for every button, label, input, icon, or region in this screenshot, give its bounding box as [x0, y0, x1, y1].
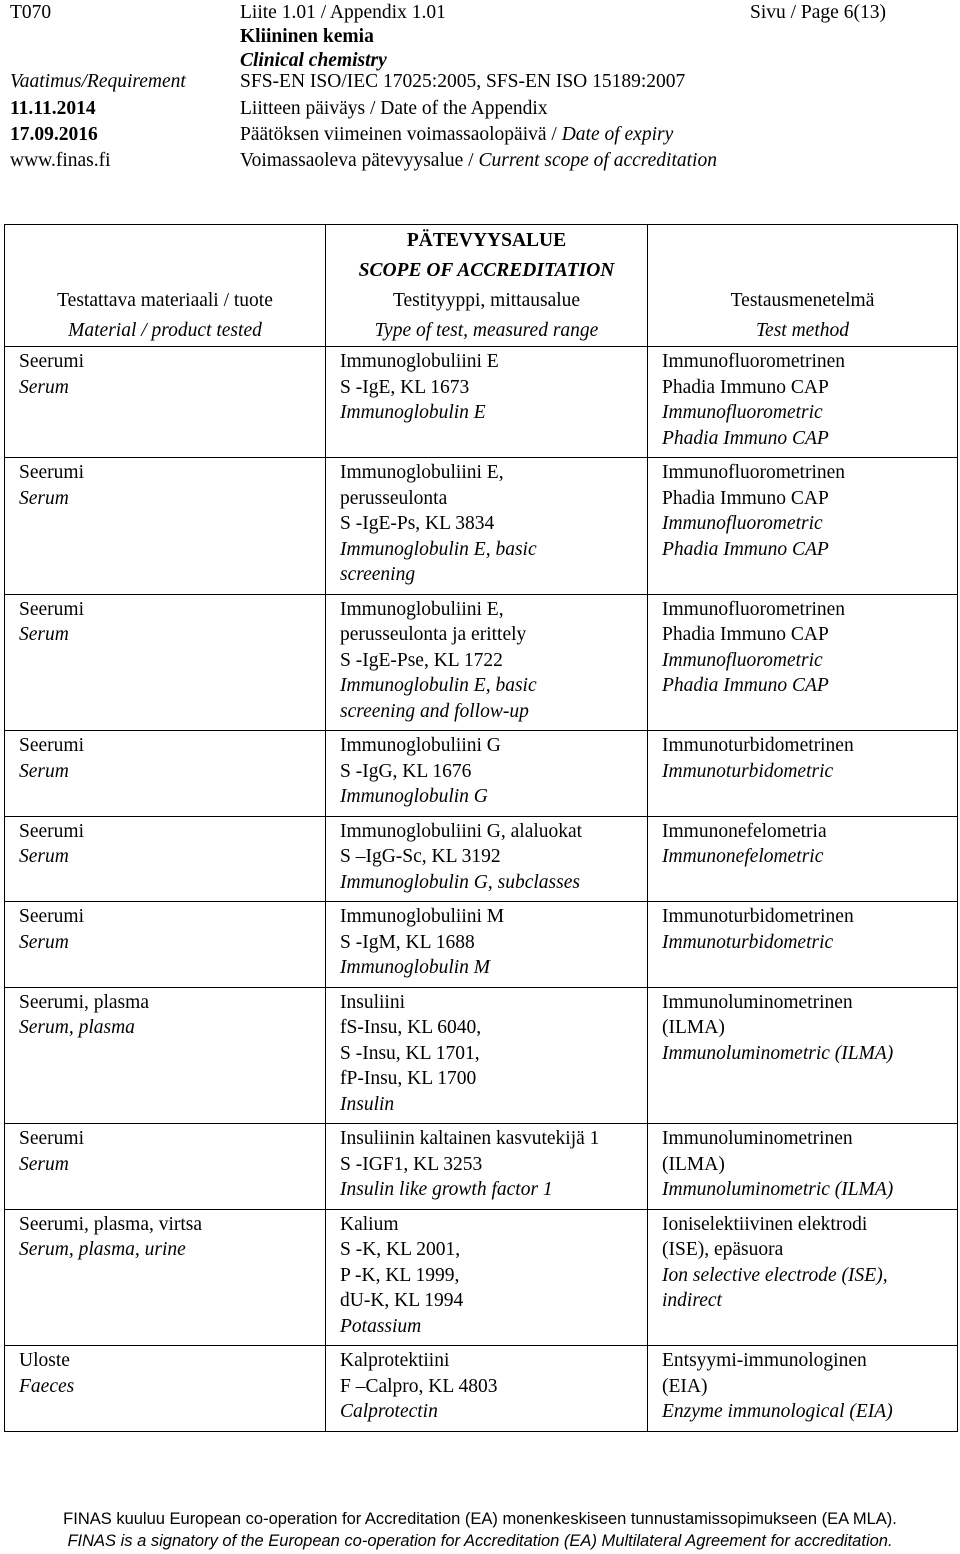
- test-cell: [326, 902, 648, 988]
- material-cell: [5, 816, 326, 902]
- method-cell: [648, 987, 958, 1124]
- col-test-fi: Testityyppi, mittausalue: [392, 290, 581, 311]
- method-cell-line: Immunonefelometric: [662, 846, 824, 867]
- method-cell-line: Ioniselektiivinen elektrodi: [662, 1213, 868, 1235]
- material-cell-line: Seerumi: [19, 462, 84, 483]
- method-cell-line: Immunoluminometrinen: [662, 1128, 853, 1149]
- requirement-label: Vaatimus/Requirement: [10, 71, 186, 92]
- material-cell-line: Serum, plasma, urine: [19, 1239, 186, 1260]
- method-cell-line: Immunoturbidometric: [662, 931, 834, 953]
- method-cell-line: Immunoluminometric (ILMA): [662, 1179, 894, 1200]
- table-row: [5, 816, 958, 902]
- col-test-en: Type of test, measured range: [374, 320, 599, 341]
- material-cell-line: Seerumi: [19, 1128, 84, 1149]
- table-row: [5, 1209, 958, 1346]
- method-cell-line: (ISE), epäsuora: [662, 1239, 784, 1260]
- test-cell-line: Insuliini: [340, 991, 406, 1013]
- material-cell-line: Serum: [19, 624, 69, 645]
- method-cell-line: Immunofluorometric: [662, 402, 823, 423]
- material-cell-line: Seerumi: [19, 820, 84, 842]
- test-cell-line: Insuliinin kaltainen kasvutekijä 1: [340, 1128, 600, 1149]
- table-row: [5, 458, 958, 595]
- material-cell-line: Serum: [19, 931, 69, 953]
- method-cell-line: Immunonefelometria: [662, 820, 827, 842]
- table-header-row: [5, 225, 958, 347]
- table-row: [5, 902, 958, 988]
- scope-title-fi: PÄTEVYYSALUE: [406, 230, 567, 251]
- material-cell-line: Serum: [19, 1153, 69, 1175]
- col-method-en: Test method: [756, 320, 849, 341]
- test-cell-line: S -IgG, KL 1676: [340, 760, 472, 782]
- test-cell-line: Insulin like growth factor 1: [340, 1179, 553, 1200]
- material-cell: [5, 1209, 326, 1346]
- test-cell-line: S -IgM, KL 1688: [340, 931, 475, 953]
- method-cell: [648, 1209, 958, 1346]
- test-cell-line: Immunoglobulin G, subclasses: [340, 871, 580, 893]
- field-fi: Kliininen kemia: [240, 26, 374, 47]
- material-cell: [5, 987, 326, 1124]
- header-row-2: [0, 24, 960, 50]
- method-cell-line: Phadia Immuno CAP: [662, 675, 829, 696]
- test-cell: [326, 347, 648, 458]
- test-cell: [326, 987, 648, 1124]
- document-header: [0, 0, 960, 190]
- test-cell-line: Immunoglobuliini E,: [340, 598, 504, 620]
- material-cell: [5, 458, 326, 595]
- header-row-6: [0, 122, 960, 148]
- material-cell: [5, 594, 326, 731]
- expiry-label-fi: Päätöksen viimeinen voimassaolopäivä /: [240, 124, 562, 145]
- header-row-4: [0, 69, 960, 95]
- test-cell-line: Immunoglobulin G: [340, 786, 488, 807]
- method-cell: [648, 731, 958, 817]
- method-cell-line: Immunoturbidometric: [662, 760, 834, 782]
- test-cell-line: fS-Insu, KL 6040,: [340, 1017, 482, 1038]
- material-cell-line: Serum, plasma: [19, 1017, 135, 1038]
- table-row: [5, 1124, 958, 1210]
- method-cell-line: Phadia Immuno CAP: [662, 624, 829, 645]
- test-cell-line: Immunoglobulin E, basic: [340, 675, 537, 696]
- material-cell: [5, 347, 326, 458]
- method-cell-line: (EIA): [662, 1375, 708, 1397]
- test-cell-line: Immunoglobuliini M: [340, 906, 505, 927]
- method-cell-line: (ILMA): [662, 1153, 725, 1175]
- requirement-value: SFS-EN ISO/IEC 17025:2005, SFS-EN ISO 15189:2007: [240, 71, 686, 92]
- test-cell-line: perusseulonta: [340, 487, 448, 509]
- method-cell-line: Immunoluminometrinen: [662, 991, 853, 1013]
- method-cell-line: Immunoturbidometrinen: [662, 735, 854, 756]
- scope-title-en: SCOPE OF ACCREDITATION: [358, 260, 615, 281]
- test-cell-line: Immunoglobuliini G: [340, 735, 501, 756]
- method-cell-line: Immunoluminometric (ILMA): [662, 1042, 894, 1064]
- material-cell-line: Uloste: [19, 1350, 70, 1371]
- method-cell-line: (ILMA): [662, 1017, 725, 1038]
- test-cell: [326, 1346, 648, 1432]
- test-cell: [326, 1209, 648, 1346]
- method-cell: [648, 1124, 958, 1210]
- material-cell-line: Serum: [19, 487, 69, 509]
- test-cell-line: Immunoglobuliini E,: [340, 462, 504, 483]
- test-cell-line: Immunoglobuliini E: [340, 351, 499, 372]
- col-material-en: Material / product tested: [68, 320, 262, 341]
- field-en: Clinical chemistry: [240, 50, 387, 71]
- material-cell-line: Serum: [19, 760, 69, 782]
- header-row-5: [0, 96, 960, 122]
- table-row: [5, 1346, 958, 1432]
- test-cell-line: screening: [340, 564, 416, 585]
- document-code: T070: [10, 2, 52, 23]
- method-cell-line: Phadia Immuno CAP: [662, 487, 829, 509]
- test-cell-line: S -IgE, KL 1673: [340, 376, 470, 398]
- material-cell: [5, 902, 326, 988]
- method-cell-line: Ion selective electrode (ISE),: [662, 1264, 888, 1286]
- method-cell: [648, 816, 958, 902]
- scope-label-en: Current scope of accreditation: [478, 150, 717, 171]
- method-cell-line: Enzyme immunological (EIA): [662, 1401, 893, 1422]
- method-cell-line: Phadia Immuno CAP: [662, 427, 829, 449]
- col-material-header: [5, 225, 326, 347]
- page-footer: [0, 1508, 960, 1552]
- test-cell-line: Calprotectin: [340, 1401, 438, 1422]
- test-cell: [326, 458, 648, 595]
- test-cell-line: Immunoglobulin M: [340, 957, 491, 978]
- test-cell: [326, 816, 648, 902]
- material-cell: [5, 731, 326, 817]
- expiry-date: 17.09.2016: [10, 124, 98, 145]
- col-method-fi: Testausmenetelmä: [730, 290, 875, 311]
- material-cell-line: Seerumi, plasma: [19, 991, 149, 1013]
- test-cell-line: screening and follow-up: [340, 700, 529, 722]
- method-cell: [648, 1346, 958, 1432]
- expiry-label: [240, 122, 673, 148]
- material-cell: [5, 1346, 326, 1432]
- test-cell-line: Potassium: [340, 1315, 422, 1337]
- appendix-date: 11.11.2014: [10, 98, 96, 119]
- material-cell-line: Seerumi: [19, 598, 84, 620]
- material-cell-line: Seerumi, plasma, virtsa: [19, 1213, 203, 1235]
- scope-table-body: [5, 225, 958, 1432]
- test-cell: [326, 1124, 648, 1210]
- method-cell-line: Immunofluorometrinen: [662, 351, 846, 372]
- test-cell-line: P -K, KL 1999,: [340, 1264, 460, 1286]
- test-cell-line: F –Calpro, KL 4803: [340, 1375, 498, 1397]
- method-cell-line: Immunofluorometric: [662, 649, 823, 671]
- scope-table: [4, 224, 958, 1432]
- table-row: [5, 987, 958, 1124]
- test-cell: [326, 731, 648, 817]
- test-cell-line: S -IGF1, KL 3253: [340, 1153, 483, 1175]
- test-cell-line: fP-Insu, KL 1700: [340, 1068, 477, 1089]
- method-cell-line: indirect: [662, 1290, 722, 1311]
- appendix-date-label: Liitteen päiväys / Date of the Appendix: [240, 98, 548, 119]
- material-cell: [5, 1124, 326, 1210]
- col-material-fi: Testattava materiaali / tuote: [57, 290, 273, 311]
- method-cell-line: Immunofluorometric: [662, 513, 823, 534]
- test-cell-line: Immunoglobulin E, basic: [340, 538, 537, 560]
- test-cell-line: Kalium: [340, 1213, 399, 1235]
- test-cell-line: S –IgG-Sc, KL 3192: [340, 846, 501, 867]
- material-cell-line: Seerumi: [19, 735, 84, 756]
- page-number: Sivu / Page 6(13): [750, 2, 886, 23]
- method-cell: [648, 347, 958, 458]
- test-cell: [326, 594, 648, 731]
- website-link[interactable]: www.finas.fi: [10, 150, 111, 171]
- expiry-label-en: Date of expiry: [561, 124, 674, 145]
- material-cell-line: Seerumi: [19, 906, 84, 927]
- appendix-label: Liite 1.01 / Appendix 1.01: [240, 2, 446, 23]
- col-test-header: [326, 225, 648, 347]
- table-row: [5, 347, 958, 458]
- table-row: [5, 731, 958, 817]
- method-cell: [648, 902, 958, 988]
- material-cell-line: Serum: [19, 846, 69, 867]
- test-cell-line: S -IgE-Ps, KL 3834: [340, 513, 495, 534]
- footer-line-en: FINAS is a signatory of the European co-operation for Accreditation (EA) Multilateral Agreement for accreditation.: [67, 1532, 893, 1550]
- method-cell-line: Immunofluorometrinen: [662, 462, 846, 483]
- footer-line-fi: FINAS kuuluu European co-operation for Accreditation (EA) monenkeskiseen tunnustamissopimukseen (EA MLA).: [63, 1510, 897, 1528]
- header-row-7: [0, 148, 960, 174]
- method-cell-line: Phadia Immuno CAP: [662, 376, 829, 398]
- method-cell-line: Immunofluorometrinen: [662, 598, 846, 620]
- test-cell-line: Kalprotektiini: [340, 1350, 450, 1371]
- col-method-header: [648, 225, 958, 347]
- method-cell: [648, 458, 958, 595]
- test-cell-line: dU-K, KL 1994: [340, 1290, 464, 1311]
- material-cell-line: Serum: [19, 376, 69, 398]
- material-cell-line: Faeces: [19, 1375, 75, 1397]
- test-cell-line: perusseulonta ja erittely: [340, 624, 527, 645]
- test-cell-line: Immunoglobuliini G, alaluokat: [340, 820, 583, 842]
- test-cell-line: Insulin: [340, 1093, 395, 1115]
- test-cell-line: S -Insu, KL 1701,: [340, 1042, 480, 1064]
- test-cell-line: Immunoglobulin E: [340, 402, 486, 423]
- method-cell-line: Immunoturbidometrinen: [662, 906, 854, 927]
- header-row-1: [0, 0, 960, 26]
- table-row: [5, 594, 958, 731]
- method-cell-line: Entsyymi-immunologinen: [662, 1350, 867, 1371]
- scope-label: [240, 148, 717, 174]
- test-cell-line: S -IgE-Pse, KL 1722: [340, 649, 503, 671]
- method-cell: [648, 594, 958, 731]
- method-cell-line: Phadia Immuno CAP: [662, 538, 829, 560]
- test-cell-line: S -K, KL 2001,: [340, 1239, 461, 1260]
- scope-label-fi: Voimassaoleva pätevyysalue /: [240, 150, 479, 171]
- material-cell-line: Seerumi: [19, 351, 84, 372]
